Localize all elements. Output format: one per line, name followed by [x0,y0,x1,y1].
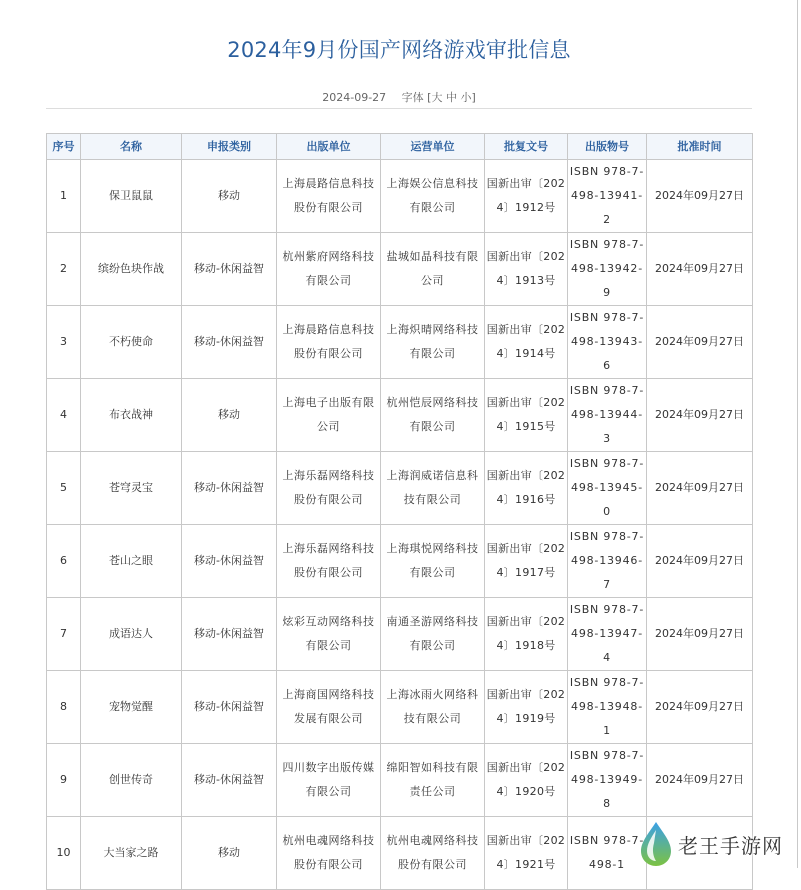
cell-isbn: ISBN 978-7-498-13949-8 [568,744,647,817]
cell-isbn: ISBN 978-7-498-13943-6 [568,306,647,379]
font-size-small-link[interactable]: 小 [460,91,472,104]
cell-no: 1 [47,160,81,233]
table-row [47,452,753,525]
cell-operator: 杭州电魂网络科技股份有限公司 [381,817,485,890]
table-row [47,744,753,817]
cell-operator: 上海润威诺信息科技有限公司 [381,452,485,525]
table-row [47,525,753,598]
cell-publisher: 上海晨路信息科技股份有限公司 [277,160,381,233]
font-size-medium-link[interactable]: 中 [445,91,457,104]
cell-isbn: ISBN 978-7-498-13942-9 [568,233,647,306]
cell-publisher: 上海商国网络科技发展有限公司 [277,671,381,744]
cell-category: 移动 [182,817,277,890]
cell-name: 创世传奇 [81,744,182,817]
cell-name: 苍穹灵宝 [81,452,182,525]
cell-category: 移动-休闲益智 [182,598,277,671]
font-size-large-link[interactable]: 大 [431,91,443,104]
cell-category: 移动-休闲益智 [182,525,277,598]
cell-operator: 上海娱公信息科技有限公司 [381,160,485,233]
article-meta [0,89,798,105]
page-right-border [797,0,798,868]
header-cell-publisher: 出版单位 [277,134,381,160]
cell-approval: 国新出审〔2024〕1912号 [485,160,568,233]
cell-no: 3 [47,306,81,379]
cell-approval: 国新出审〔2024〕1914号 [485,306,568,379]
cell-publisher: 上海晨路信息科技股份有限公司 [277,306,381,379]
cell-publisher: 上海乐磊网络科技股份有限公司 [277,452,381,525]
table-row [47,598,753,671]
cell-no: 5 [47,452,81,525]
cell-operator: 绵阳智如科技有限责任公司 [381,744,485,817]
header-cell-isbn: 出版物号 [568,134,647,160]
cell-category: 移动-休闲益智 [182,233,277,306]
header-cell-operator: 运营单位 [381,134,485,160]
cell-no: 7 [47,598,81,671]
cell-isbn: ISBN 978-7-498-13944-3 [568,379,647,452]
cell-publisher: 上海电子出版有限公司 [277,379,381,452]
font-size-label: 字体 [401,91,424,104]
header-cell-name: 名称 [81,134,182,160]
site-watermark [636,820,801,868]
cell-no: 2 [47,233,81,306]
cell-isbn: ISBN 978-7-498-13941-2 [568,160,647,233]
cell-name: 宠物觉醒 [81,671,182,744]
cell-approval: 国新出审〔2024〕1920号 [485,744,568,817]
cell-publisher: 杭州电魂网络科技股份有限公司 [277,817,381,890]
cell-date: 2024年09月27日 [647,744,753,817]
cell-category: 移动-休闲益智 [182,744,277,817]
header-cell-approval: 批复文号 [485,134,568,160]
cell-name: 缤纷色块作战 [81,233,182,306]
cell-date: 2024年09月27日 [647,598,753,671]
cell-category: 移动-休闲益智 [182,452,277,525]
cell-name: 保卫鼠鼠 [81,160,182,233]
cell-approval: 国新出审〔2024〕1915号 [485,379,568,452]
cell-publisher: 杭州紫府网络科技有限公司 [277,233,381,306]
table-row [47,233,753,306]
page-title: 2024年9月份国产网络游戏审批信息 [227,38,571,62]
cell-isbn: ISBN 978-7-498-13945-0 [568,452,647,525]
cell-publisher: 上海乐磊网络科技股份有限公司 [277,525,381,598]
cell-approval: 国新出审〔2024〕1921号 [485,817,568,890]
cell-date: 2024年09月27日 [647,452,753,525]
cell-operator: 南通圣游网络科技有限公司 [381,598,485,671]
cell-approval: 国新出审〔2024〕1919号 [485,671,568,744]
cell-date: 2024年09月27日 [647,671,753,744]
cell-operator: 上海炽晴网络科技有限公司 [381,306,485,379]
header-cell-date: 批准时间 [647,134,753,160]
cell-date: 2024年09月27日 [647,525,753,598]
cell-no: 10 [47,817,81,890]
cell-name: 苍山之眼 [81,525,182,598]
cell-date: 2024年09月27日 [647,379,753,452]
cell-approval: 国新出审〔2024〕1916号 [485,452,568,525]
water-drop-logo-icon [636,820,676,868]
cell-publisher: 四川数字出版传媒有限公司 [277,744,381,817]
bracket-close: ] [471,91,476,104]
cell-isbn: ISBN 978-7-498-13947-4 [568,598,647,671]
cell-operator: 杭州恺辰网络科技有限公司 [381,379,485,452]
cell-category: 移动 [182,160,277,233]
cell-isbn: ISBN 978-7-498-1 [568,817,647,890]
table-header-row [47,134,753,160]
cell-operator: 盐城如晶科技有限公司 [381,233,485,306]
cell-operator: 上海冰雨火网络科技有限公司 [381,671,485,744]
cell-name: 不朽使命 [81,306,182,379]
cell-publisher: 炫彩互动网络科技有限公司 [277,598,381,671]
approval-table [46,133,753,890]
cell-approval: 国新出审〔2024〕1913号 [485,233,568,306]
cell-name: 大当家之路 [81,817,182,890]
cell-name: 布衣战神 [81,379,182,452]
cell-category: 移动 [182,379,277,452]
cell-isbn: ISBN 978-7-498-13948-1 [568,671,647,744]
watermark-text: 老王手游网 [678,834,783,858]
cell-name: 成语达人 [81,598,182,671]
table-row [47,306,753,379]
cell-approval: 国新出审〔2024〕1917号 [485,525,568,598]
header-cell-no: 序号 [47,134,81,160]
publish-date: 2024-09-27 [322,91,387,104]
table-row [47,160,753,233]
cell-category: 移动-休闲益智 [182,306,277,379]
cell-date: 2024年09月27日 [647,160,753,233]
cell-no: 6 [47,525,81,598]
cell-category: 移动-休闲益智 [182,671,277,744]
bracket-open: [ [427,91,432,104]
cell-isbn: ISBN 978-7-498-13946-7 [568,525,647,598]
table-row [47,671,753,744]
cell-no: 8 [47,671,81,744]
cell-operator: 上海琪悦网络科技有限公司 [381,525,485,598]
cell-no: 4 [47,379,81,452]
table-row [47,379,753,452]
cell-date: 2024年09月27日 [647,233,753,306]
header-cell-category: 申报类别 [182,134,277,160]
cell-no: 9 [47,744,81,817]
title-divider [46,108,752,109]
cell-approval: 国新出审〔2024〕1918号 [485,598,568,671]
cell-date: 2024年09月27日 [647,306,753,379]
